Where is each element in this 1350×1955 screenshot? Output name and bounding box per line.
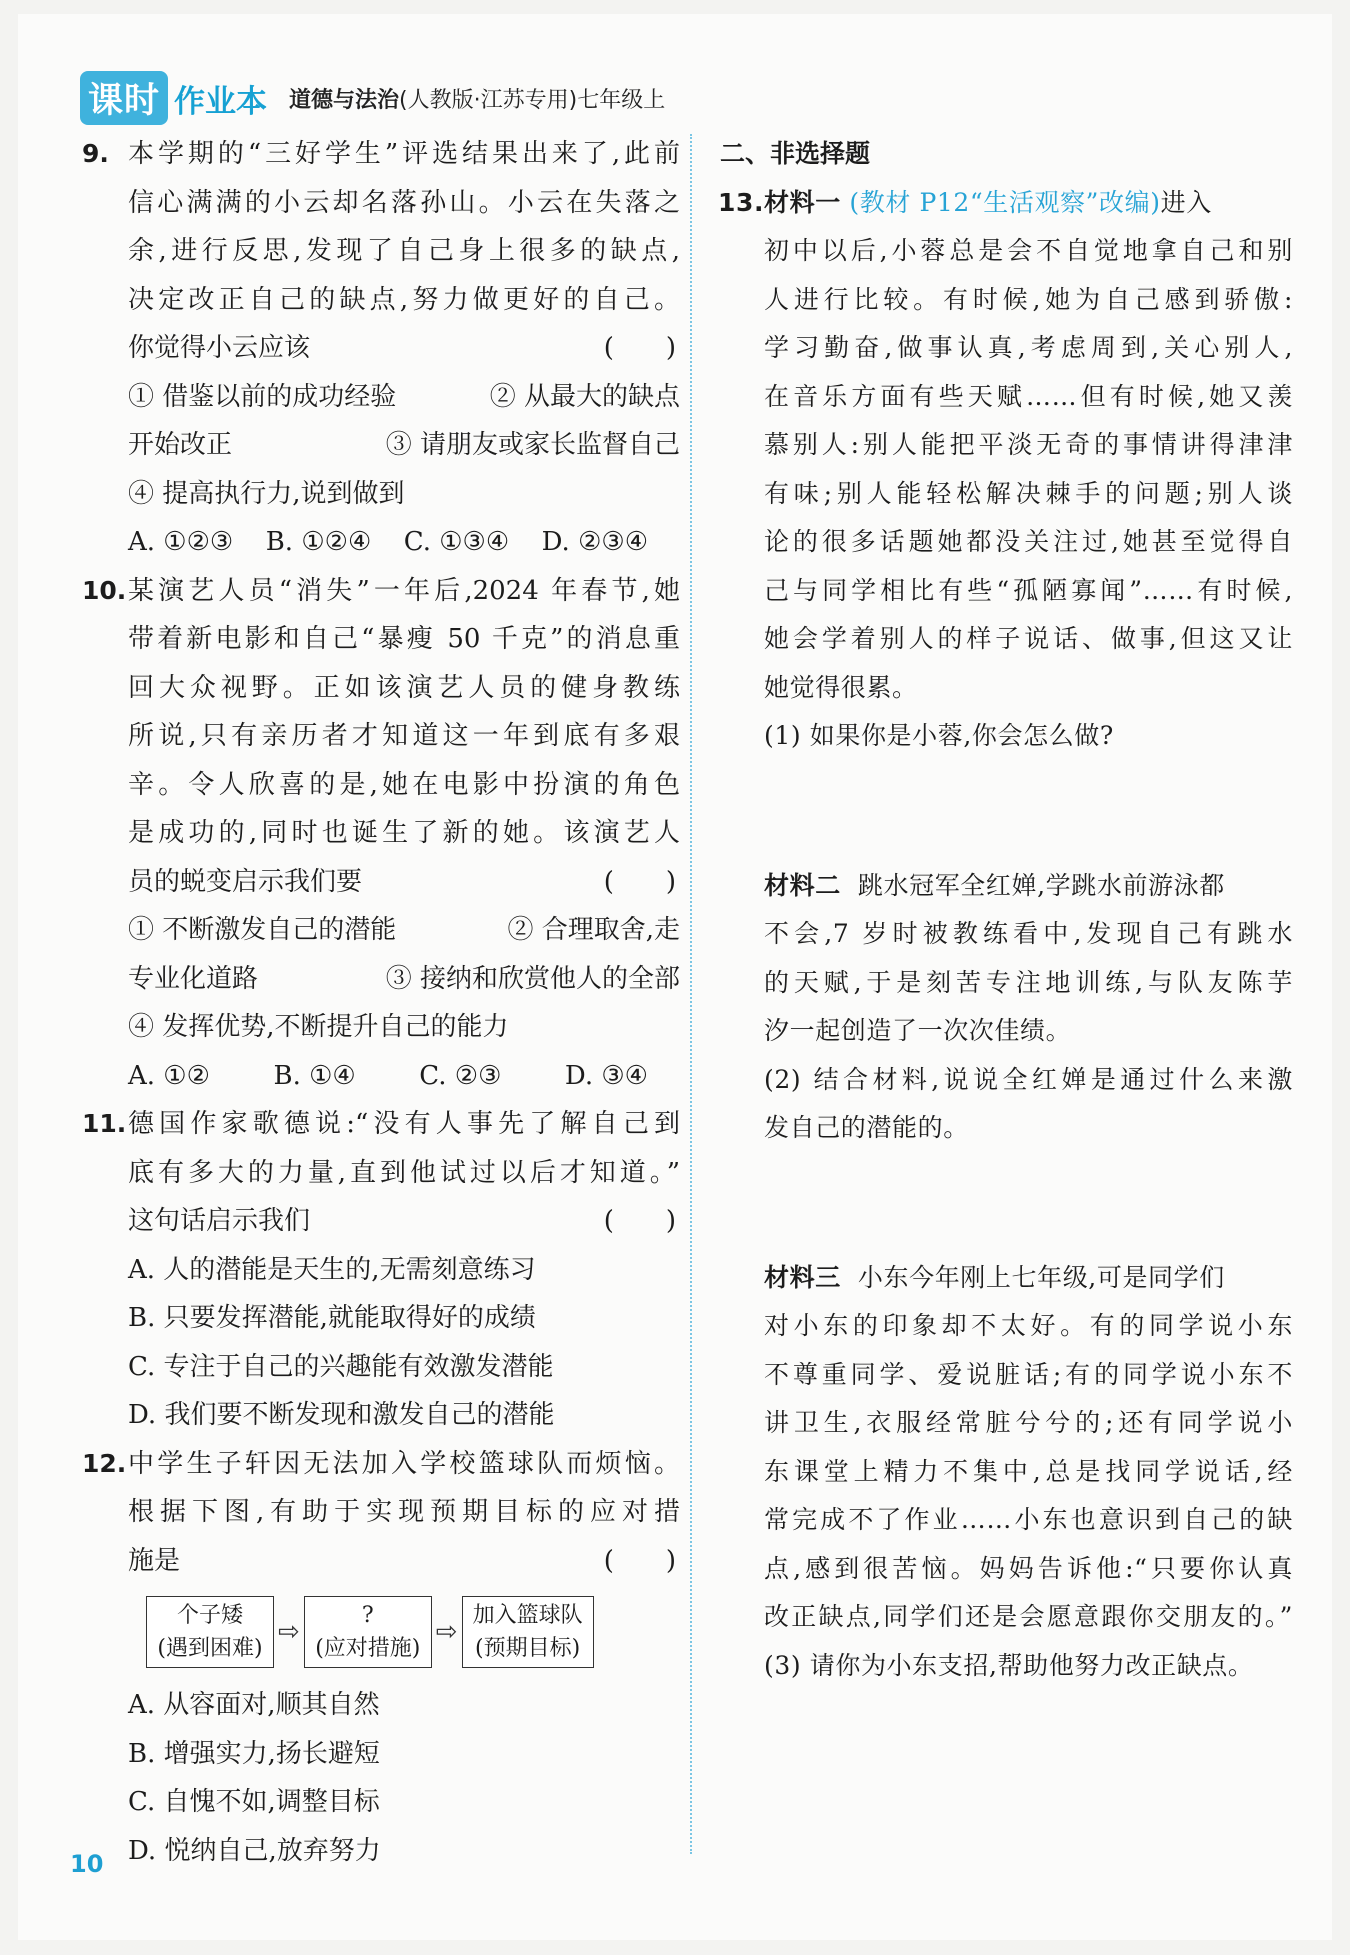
- material-3-first-line: [764, 1254, 1293, 1303]
- choice-a[interactable]: A. ①②: [128, 1060, 210, 1091]
- edition-label: (人教版·江苏专用)七年级上: [399, 87, 666, 113]
- column-divider: [690, 134, 692, 1854]
- material-2-heading: 材料二: [764, 870, 841, 900]
- question-stem-end: 这句话启示我们: [128, 1206, 311, 1236]
- question-text-line: [128, 1197, 680, 1246]
- sub-question-2: (2) 结合材料,说说全红婵是通过什么来激: [764, 1064, 1293, 1094]
- choice-a[interactable]: A. 从容面对,顺其自然: [128, 1690, 380, 1720]
- question-number: 12.: [82, 1448, 127, 1478]
- flow-box-goal: [462, 1596, 594, 1668]
- material-text-line: 讲卫生,衣服经常脏兮兮的;还有同学说小: [764, 1408, 1293, 1437]
- brand-text: 作业本: [174, 83, 268, 120]
- page-number: 10: [70, 1850, 104, 1878]
- material-text-line: 己与同学相比有些“孤陋寡闻”……有时候,: [764, 575, 1293, 605]
- statement-1: ① 不断激发自己的潜能: [128, 915, 397, 945]
- statement-line: [128, 906, 680, 955]
- question-text-line: 回大众视野。正如该演艺人员的健身教练: [128, 672, 680, 703]
- question-text-line: [128, 324, 680, 373]
- material-text-line: 常完成不了作业……小东也意识到自己的缺: [764, 1505, 1293, 1534]
- material-text-line: 论的很多话题她都没关注过,她甚至觉得自: [764, 527, 1293, 556]
- question-stem-end: 员的蜕变启示我们要: [128, 866, 363, 897]
- question-text-line: 本学期的“三好学生”评选结果出来了,此前: [128, 139, 680, 169]
- choice-d[interactable]: D. ②③④: [541, 527, 648, 557]
- material-text-line: 她会学着别人的样子说话、做事,但这又让: [764, 624, 1293, 653]
- choice-b[interactable]: B. ①④: [273, 1060, 356, 1091]
- statement-line: [128, 955, 680, 1004]
- sub-question-1: (1) 如果你是小蓉,你会怎么做?: [764, 721, 1114, 750]
- sub-question-3: (3) 请你为小东支招,帮助他努力改正缺点。: [764, 1650, 1254, 1680]
- material-text-line: 不会,7 岁时被教练看中,发现自己有跳水: [764, 919, 1293, 948]
- answer-blank[interactable]: ( ): [603, 1545, 676, 1576]
- statement-2: ② 从最大的缺点: [489, 381, 680, 412]
- material-text-line: 在音乐方面有些天赋……但有时候,她又羡: [764, 381, 1293, 411]
- page-header: [80, 68, 665, 128]
- flow-box-bottom: (预期目标): [475, 1636, 581, 1661]
- material-1-heading: 材料一: [764, 187, 841, 217]
- left-column: [82, 130, 680, 1875]
- question-number: 11.: [82, 1109, 127, 1138]
- answer-blank[interactable]: ( ): [603, 333, 676, 363]
- question-text-line: 某演艺人员“消失”一年后,2024 年春节,她: [128, 575, 680, 606]
- flow-box-measure: [304, 1596, 432, 1668]
- choice-c[interactable]: C. 专注于自己的兴趣能有效激发潜能: [128, 1351, 554, 1382]
- material-1-first-line: [764, 179, 1293, 228]
- flow-diagram: [146, 1593, 680, 1671]
- flow-box-top: 个子矮: [176, 1603, 243, 1628]
- choice-d[interactable]: D. 悦纳自己,放弃努力: [128, 1835, 381, 1866]
- question-number: 9.: [82, 139, 109, 168]
- question-text-line: 决定改正自己的缺点,努力做更好的自己。: [128, 284, 680, 315]
- choice-b[interactable]: B. 增强实力,扬长避短: [128, 1738, 380, 1769]
- answer-choices: [128, 1052, 648, 1101]
- choice-d[interactable]: D. 我们要不断发现和激发自己的潜能: [128, 1400, 555, 1430]
- question-text-line: 信心满满的小云却名落孙山。小云在失落之: [128, 187, 680, 218]
- question-10: [82, 567, 680, 1101]
- material-text-line: 点,感到很苦恼。妈妈告诉他:“只要你认真: [764, 1553, 1293, 1583]
- flow-box-bottom: (遇到困难): [157, 1636, 263, 1661]
- choice-c[interactable]: C. ①③④: [403, 527, 510, 557]
- answer-space-1[interactable]: [764, 761, 1293, 858]
- material-text-line: 东课堂上精力不集中,总是找同学说话,经: [764, 1456, 1293, 1486]
- sub-question-2-cont: 发自己的潜能的。: [764, 1113, 969, 1142]
- choice-c[interactable]: C. 自愧不如,调整目标: [128, 1787, 380, 1817]
- statement-2: ② 合理取舍,走: [507, 915, 680, 945]
- material-text-line: 不尊重同学、爱说脏话;有的同学说小东不: [764, 1359, 1293, 1389]
- question-text-line: [128, 858, 680, 907]
- statement-line: [128, 421, 680, 470]
- statement-3: ③ 接纳和欣赏他人的全部: [385, 963, 680, 994]
- question-13: [718, 179, 1293, 1691]
- question-9: [82, 130, 680, 567]
- material-text-line: 慕别人:别人能把平淡无奇的事情讲得津津: [764, 430, 1293, 459]
- question-text-line: 中学生子轩因无法加入学校篮球队而烦恼。: [128, 1448, 680, 1479]
- brand-mark: 课时: [80, 71, 168, 125]
- material-1-text-start: 进入: [1160, 187, 1212, 217]
- material-text-line: 她觉得很累。: [764, 672, 918, 702]
- brand-logo: [80, 71, 267, 125]
- flow-box-bottom: (应对措施): [315, 1636, 421, 1661]
- question-text-line: 所说,只有亲历者才知道这一年到底有多艰: [128, 721, 680, 751]
- material-text-line: 改正缺点,同学们还是会愿意跟你交朋友的。”: [764, 1602, 1293, 1631]
- flow-arrow-icon: ⇨: [435, 1616, 458, 1647]
- statement-4: ④ 发挥优势,不断提升自己的能力: [128, 1012, 509, 1042]
- section-title: 二、非选择题: [720, 139, 871, 168]
- flow-box-difficulty: [146, 1596, 274, 1668]
- question-text-line: 余,进行反思,发现了自己身上很多的缺点,: [128, 236, 680, 266]
- question-stem-end: 你觉得小云应该: [128, 333, 311, 363]
- material-text-line: 有味;别人能轻松解决棘手的问题;别人谈: [764, 478, 1293, 508]
- choice-a[interactable]: A. ①②③: [128, 527, 234, 557]
- question-text-line: 辛。令人欣喜的是,她在电影中扮演的角色: [128, 769, 680, 800]
- question-12: [82, 1440, 680, 1876]
- material-text-line: 初中以后,小蓉总是会不自觉地拿自己和别: [764, 236, 1293, 265]
- choice-c[interactable]: C. ②③: [419, 1060, 502, 1091]
- material-2-text-start: 跳水冠军全红婵,学跳水前游泳都: [857, 870, 1225, 900]
- flow-box-top: 加入篮球队: [472, 1603, 583, 1628]
- statement-1: ① 借鉴以前的成功经验: [128, 381, 397, 412]
- question-text-line: [128, 1537, 680, 1586]
- subject-title: 道德与法治: [289, 87, 400, 113]
- answer-blank[interactable]: ( ): [603, 866, 676, 897]
- statement-3: ③ 请朋友或家长监督自己: [385, 430, 680, 460]
- answer-blank[interactable]: ( ): [603, 1206, 676, 1236]
- material-1-source: (教材 P12“生活观察”改编): [849, 187, 1161, 217]
- material-3-text-start: 小东今年刚上七年级,可是同学们: [857, 1262, 1225, 1292]
- answer-space-2[interactable]: [764, 1153, 1293, 1250]
- workbook-page: [18, 14, 1332, 1940]
- material-text-line: 人进行比较。有时候,她为自己感到骄傲:: [764, 284, 1293, 314]
- material-3-heading: 材料三: [764, 1262, 841, 1292]
- question-text-line: 是成功的,同时也诞生了新的她。该演艺人: [128, 818, 680, 848]
- question-text-line: 根据下图,有助于实现预期目标的应对措: [128, 1497, 680, 1527]
- statement-line: [128, 373, 680, 422]
- statement-2-cont: 开始改正: [128, 430, 233, 460]
- flow-box-top: ?: [361, 1603, 374, 1628]
- material-text-line: 学习勤奋,做事认真,考虑周到,关心别人,: [764, 333, 1293, 362]
- question-number: 10.: [82, 575, 127, 605]
- right-column: [718, 130, 1293, 1690]
- statement-2-cont: 专业化道路: [128, 963, 259, 994]
- answer-choices: [128, 518, 648, 567]
- question-11: [82, 1100, 680, 1440]
- material-text-line: 对小东的印象却不太好。有的同学说小东: [764, 1311, 1293, 1340]
- statement-4: ④ 提高执行力,说到做到: [128, 478, 405, 509]
- flow-arrow-icon: ⇨: [278, 1616, 300, 1647]
- material-text-line: 的天赋,于是刻苦专注地训练,与队友陈芋: [764, 967, 1293, 997]
- question-text-line: 德国作家歌德说:“没有人事先了解自己到: [128, 1109, 680, 1139]
- question-stem-end: 施是: [128, 1545, 181, 1576]
- choice-a[interactable]: A. 人的潜能是天生的,无需刻意练习: [128, 1254, 536, 1285]
- choice-b[interactable]: B. ①②④: [265, 527, 372, 557]
- question-number: 13.: [718, 187, 765, 217]
- material-2-first-line: [764, 862, 1293, 911]
- material-text-line: 汐一起创造了一次次佳绩。: [764, 1016, 1072, 1045]
- question-text-line: 带着新电影和自己“暴瘦 50 千克”的消息重: [128, 624, 680, 654]
- question-text-line: 底有多大的力量,直到他试过以后才知道。”: [128, 1157, 680, 1188]
- choice-d[interactable]: D. ③④: [564, 1060, 648, 1091]
- choice-b[interactable]: B. 只要发挥潜能,就能取得好的成绩: [128, 1303, 536, 1333]
